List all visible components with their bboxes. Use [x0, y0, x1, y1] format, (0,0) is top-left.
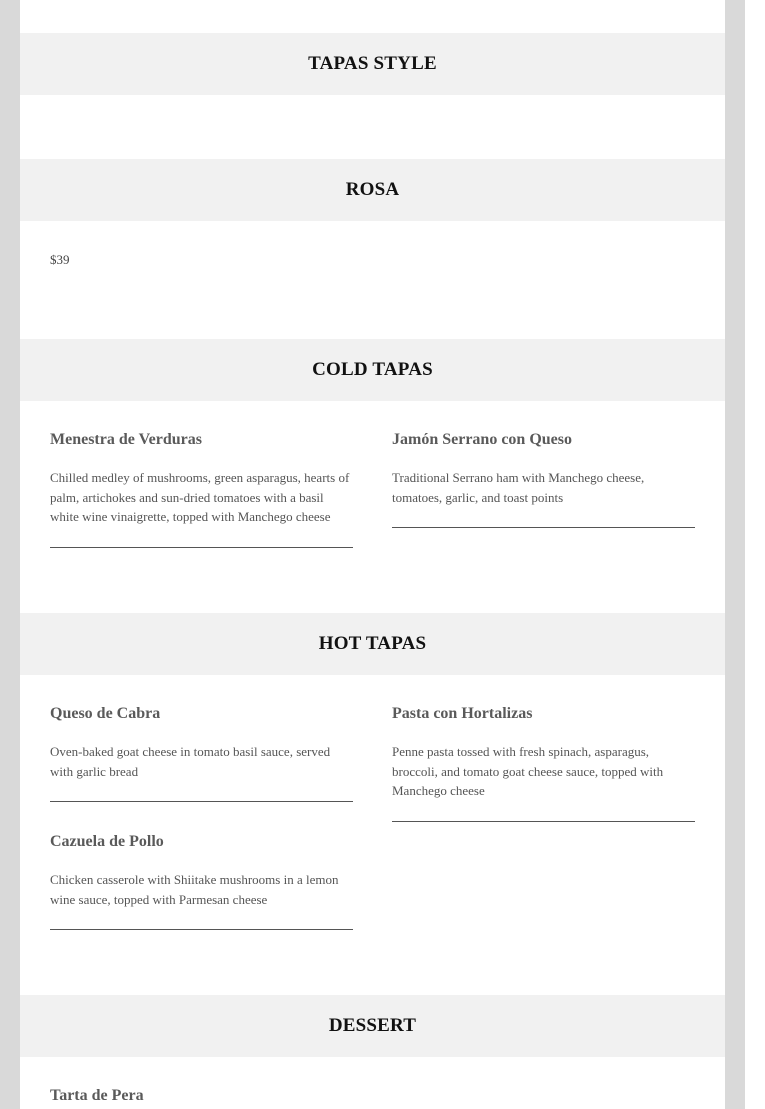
item-divider	[392, 527, 695, 528]
section-title: ROSA	[345, 179, 400, 200]
section-title: DESSERT	[328, 1015, 417, 1036]
menu-item-description: Chicken casserole with Shiitake mushrooms in a lemon wine sauce, topped with Parmesan cheese	[50, 872, 339, 907]
item-divider	[50, 929, 353, 930]
menu-item-name: Tarta de Pera	[50, 1087, 144, 1104]
menu-item	[50, 1086, 353, 1106]
menu-item-name: Menestra de Verduras	[50, 431, 202, 448]
menu-item-description: Penne pasta tossed with fresh spinach, asparagus, broccoli, and tomato goat cheese sauce, topped with Manchego cheese	[392, 744, 664, 798]
section-header-hot-tapas	[20, 613, 725, 675]
menu-item-description: Oven-baked goat cheese in tomato basil sauce, served with garlic bread	[50, 744, 331, 779]
menu-item-name: Cazuela de Pollo	[50, 833, 164, 850]
item-divider	[50, 547, 353, 548]
item-divider	[392, 821, 695, 822]
menu-item	[50, 430, 353, 548]
section-header-cold-tapas	[20, 339, 725, 401]
menu-item-name: Pasta con Hortalizas	[392, 705, 533, 722]
section-title: HOT TAPAS	[318, 633, 427, 654]
menu-item	[50, 832, 353, 930]
menu-item	[392, 430, 695, 528]
section-header-tapas-style	[20, 33, 725, 95]
menu-item	[50, 704, 353, 802]
menu-price: $39	[50, 252, 70, 267]
item-divider	[50, 801, 353, 802]
menu-item-description: Chilled medley of mushrooms, green asparagus, hearts of palm, artichokes and sun-dried tomatoes with a basil white wine vinaigrette, topped with Manchego cheese	[50, 470, 350, 524]
section-title: TAPAS STYLE	[308, 53, 437, 74]
menu-item	[392, 704, 695, 822]
menu-item-description: Traditional Serrano ham with Manchego cheese, tomatoes, garlic, and toast points	[392, 470, 645, 505]
section-header-rosa	[20, 159, 725, 221]
menu-item-name: Queso de Cabra	[50, 705, 161, 722]
menu-card	[20, 0, 725, 1109]
section-title: COLD TAPAS	[312, 359, 433, 380]
section-header-dessert	[20, 995, 725, 1057]
menu-item-name: Jamón Serrano con Queso	[392, 431, 572, 448]
